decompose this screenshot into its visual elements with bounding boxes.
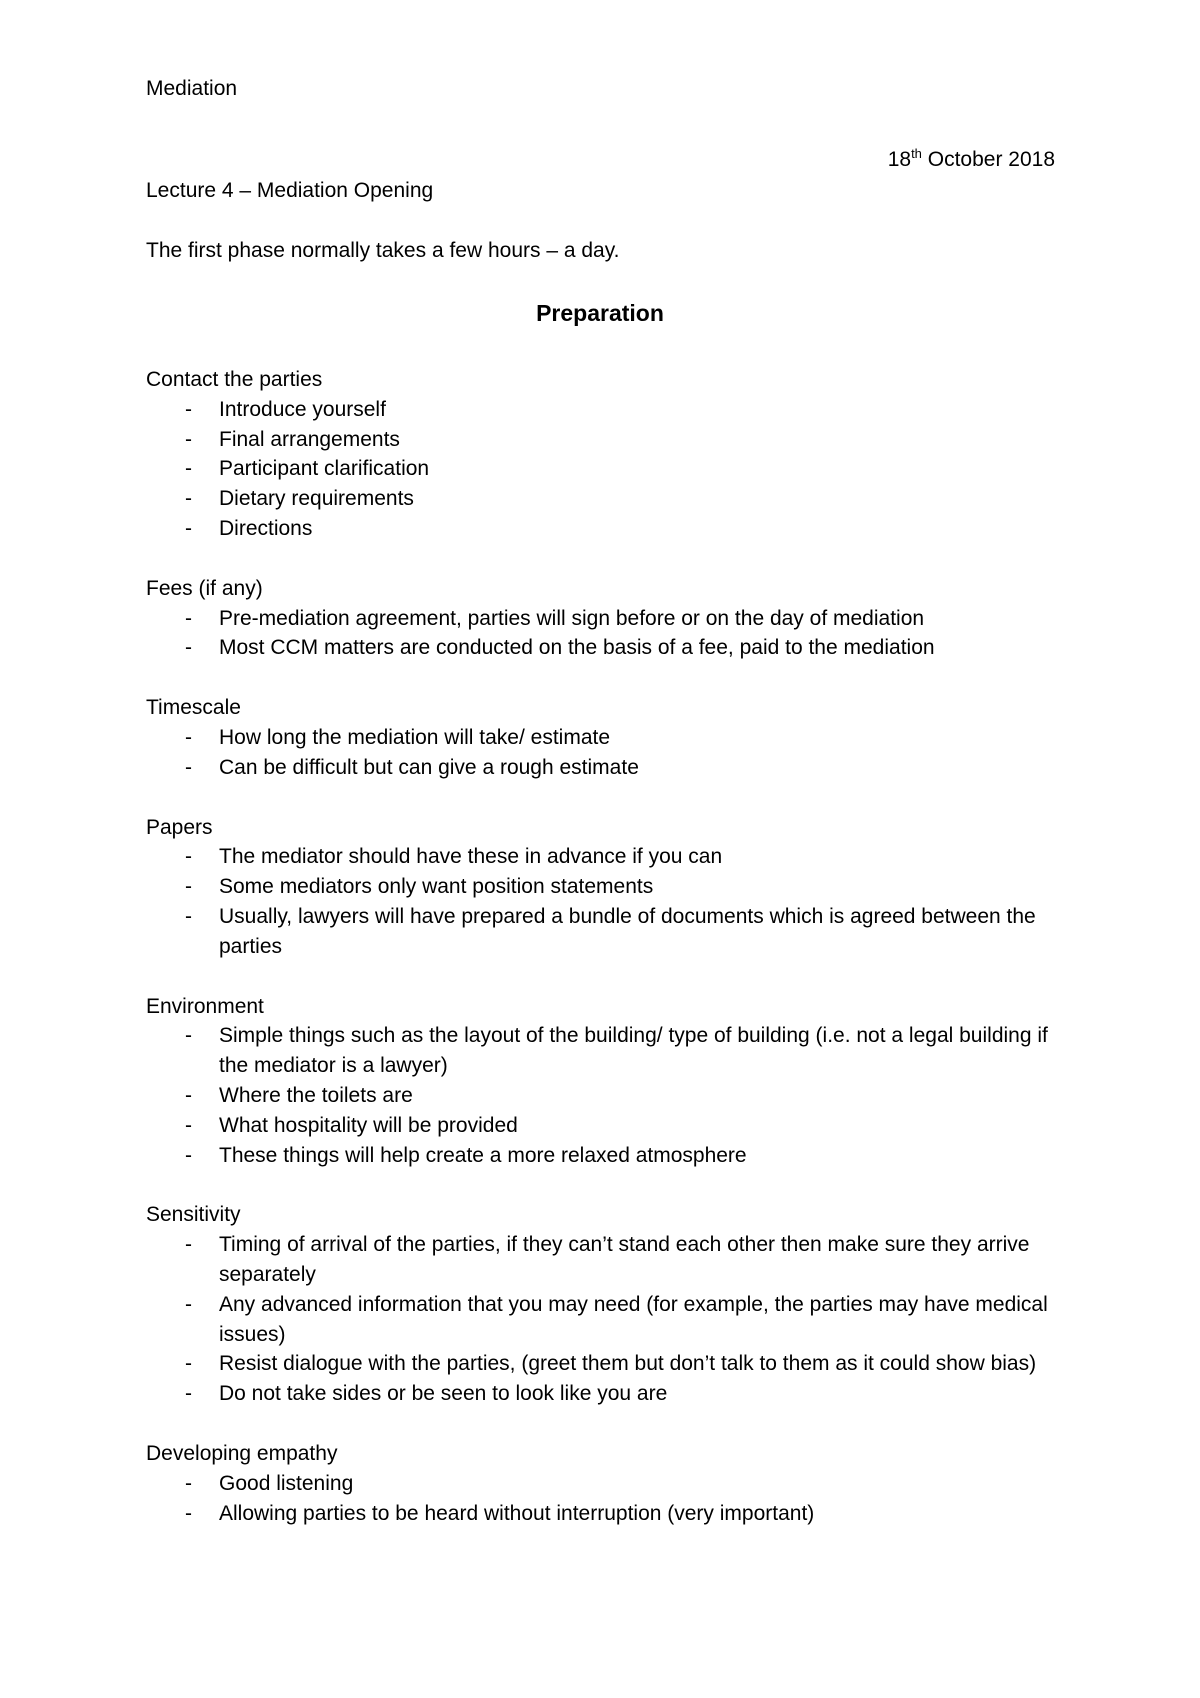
section-heading: Preparation	[536, 300, 664, 326]
list-item-text: Most CCM matters are conducted on the basis of a fee, paid to the mediation	[219, 636, 935, 660]
list-item	[146, 753, 1076, 783]
bullet-dash: -	[185, 875, 192, 899]
list-item-text: Dietary requirements	[219, 487, 414, 511]
list-item	[146, 1021, 1076, 1081]
date-suffix: th	[911, 146, 922, 161]
notes-section	[146, 992, 1076, 1171]
bullet-list	[146, 1021, 1076, 1170]
document-title: Mediation	[146, 77, 238, 100]
bullet-list	[146, 1469, 1076, 1529]
list-item-text: Where the toilets are	[219, 1083, 413, 1107]
list-item	[146, 633, 1076, 663]
list-item-text: Some mediators only want position statements	[219, 875, 654, 899]
bullet-dash: -	[185, 1292, 192, 1316]
list-item-text: Simple things such as the layout of the building/ type of building (i.e. not a legal building if the mediator is a lawyer)	[219, 1024, 1048, 1078]
list-item	[146, 1230, 1076, 1290]
list-item	[146, 842, 1076, 872]
bullet-dash: -	[185, 606, 192, 630]
list-item-text: Do not take sides or be seen to look like you are	[219, 1382, 668, 1406]
bullet-dash: -	[185, 1024, 192, 1048]
notes-section	[146, 1439, 1076, 1528]
section-title: Developing empathy	[146, 1441, 338, 1465]
bullet-dash: -	[185, 636, 192, 660]
bullet-dash: -	[185, 516, 192, 540]
list-item-text: Can be difficult but can give a rough estimate	[219, 755, 639, 779]
list-item	[146, 425, 1076, 455]
list-item-text: Allowing parties to be heard without interruption (very important)	[219, 1501, 815, 1525]
list-item	[146, 1111, 1076, 1141]
bullet-dash: -	[185, 1083, 192, 1107]
list-item	[146, 1469, 1076, 1499]
list-item	[146, 484, 1076, 514]
bullet-dash: -	[185, 397, 192, 421]
list-item-text: Usually, lawyers will have prepared a bundle of documents which is agreed between the parties	[219, 904, 1036, 958]
notes-section	[146, 574, 1076, 663]
bullet-dash: -	[185, 845, 192, 869]
intro-text: The first phase normally takes a few hours – a day.	[146, 239, 620, 262]
bullet-list	[146, 395, 1076, 544]
bullet-dash: -	[185, 1233, 192, 1257]
list-item	[146, 723, 1076, 753]
list-item	[146, 902, 1076, 962]
date-rest: October 2018	[921, 148, 1055, 171]
bullet-dash: -	[185, 1352, 192, 1376]
bullet-dash: -	[185, 427, 192, 451]
list-item-text: What hospitality will be provided	[219, 1113, 518, 1137]
list-item	[146, 604, 1076, 634]
notes-section	[146, 813, 1076, 962]
bullet-list	[146, 723, 1076, 783]
list-item-text: Introduce yourself	[219, 397, 386, 421]
bullet-dash: -	[185, 755, 192, 779]
section-title: Timescale	[146, 696, 241, 720]
list-item-text: Good listening	[219, 1471, 354, 1495]
section-title: Contact the parties	[146, 368, 323, 391]
notes-section	[146, 693, 1076, 782]
list-item-text: Final arrangements	[219, 427, 400, 451]
lecture-date	[888, 145, 1055, 175]
section-title: Sensitivity	[146, 1203, 241, 1227]
bullet-dash: -	[185, 904, 192, 928]
bullet-dash: -	[185, 457, 192, 481]
bullet-dash: -	[185, 1501, 192, 1525]
list-item	[146, 1349, 1076, 1379]
date-day: 18	[887, 148, 912, 171]
lecture-title: Lecture 4 – Mediation Opening	[146, 179, 434, 202]
list-item	[146, 1081, 1076, 1111]
bullet-list	[146, 1230, 1076, 1409]
bullet-dash: -	[185, 1382, 192, 1406]
notes-section	[146, 1200, 1076, 1409]
list-item	[146, 514, 1076, 544]
notes-section	[146, 365, 1076, 544]
list-item-text: Timing of arrival of the parties, if they can’t stand each other then make sure they arrive separately	[219, 1233, 1030, 1286]
bullet-dash: -	[185, 487, 192, 511]
section-title: Environment	[146, 994, 264, 1018]
list-item	[146, 1290, 1076, 1350]
bullet-dash: -	[185, 1113, 192, 1137]
list-item-text: How long the mediation will take/ estimate	[219, 725, 611, 749]
notes-sections	[146, 365, 1076, 1558]
list-item	[146, 454, 1076, 484]
section-title: Fees (if any)	[146, 576, 263, 600]
bullet-dash: -	[185, 725, 192, 749]
list-item-text: Resist dialogue with the parties, (greet them but don’t talk to them as it could show bias)	[219, 1352, 1037, 1376]
section-title: Papers	[146, 815, 213, 839]
list-item	[146, 872, 1076, 902]
list-item	[146, 1379, 1076, 1409]
bullet-list	[146, 842, 1076, 961]
list-item-text: The mediator should have these in advance if you can	[219, 845, 723, 869]
bullet-dash: -	[185, 1143, 192, 1167]
list-item-text: Pre-mediation agreement, parties will sign before or on the day of mediation	[219, 606, 925, 630]
list-item-text: Any advanced information that you may need (for example, the parties may have medical issues)	[219, 1292, 1048, 1346]
list-item	[146, 1141, 1076, 1171]
bullet-list	[146, 604, 1076, 664]
list-item-text: Directions	[219, 516, 313, 540]
list-item	[146, 1499, 1076, 1529]
list-item-text: These things will help create a more relaxed atmosphere	[219, 1143, 747, 1167]
list-item-text: Participant clarification	[219, 457, 430, 481]
list-item	[146, 395, 1076, 425]
bullet-dash: -	[185, 1471, 192, 1495]
